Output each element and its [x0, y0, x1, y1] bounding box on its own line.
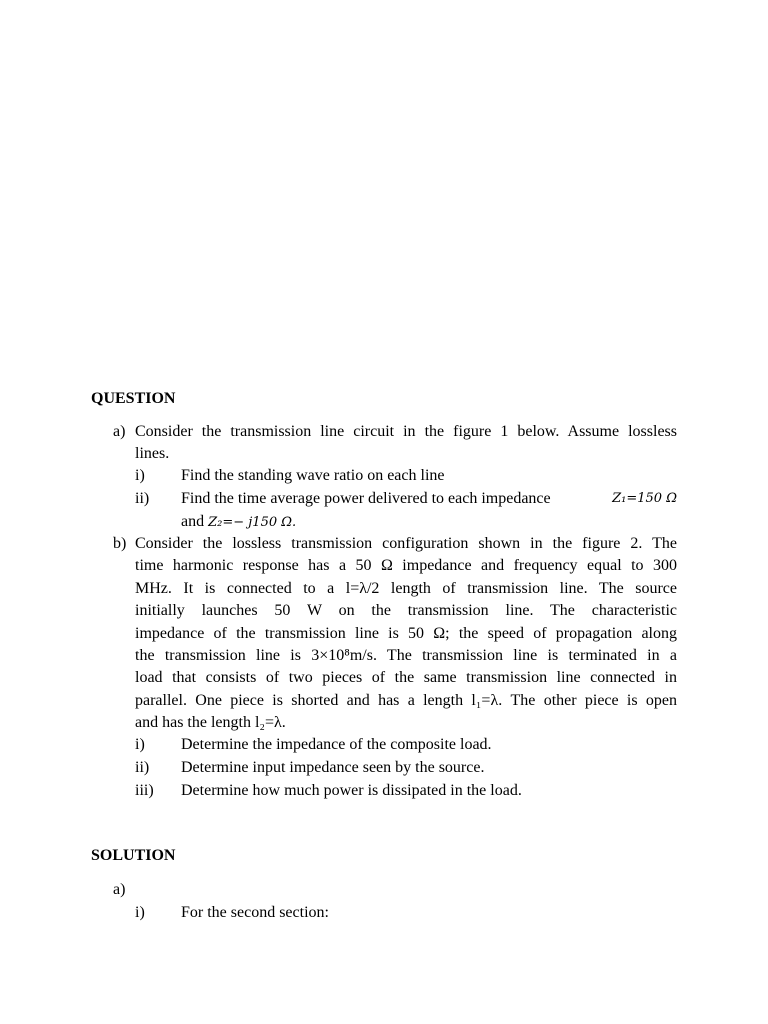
z2-value: Z₂=− j150 Ω.: [208, 515, 297, 530]
part-a-line-2: lines.: [135, 445, 170, 463]
part-b-line: MHz. It is connected to a l=λ/2 length of transmission line. The source: [135, 579, 677, 597]
item-text: Determine input impedance seen by the source.: [181, 759, 485, 776]
part-a-text: [135, 421, 677, 466]
and-text: and: [181, 513, 205, 530]
part-a-label: a): [113, 423, 126, 440]
part-a-item-ii-line-2: [181, 511, 296, 534]
item-roman: iii): [135, 782, 154, 799]
item-roman: ii): [135, 759, 150, 776]
item-text: For the second section:: [181, 904, 329, 921]
solution-heading: SOLUTION: [91, 847, 176, 864]
item-roman: i): [135, 736, 145, 753]
part-b-text: [135, 533, 677, 735]
part-b-line: and has the length l₂=λ.: [135, 714, 286, 732]
item-text: Determine how much power is dissipated in the load.: [181, 782, 522, 799]
part-b-label: b): [113, 535, 127, 552]
part-b-line: impedance of the transmission line is 50 Ω; the speed of propagation along: [135, 624, 677, 642]
part-b-line: initially launches 50 W on the transmission line. The characteristic: [135, 602, 677, 620]
item-roman: ii): [135, 490, 150, 507]
part-b-line: Consider the lossless transmission configuration shown in the figure 2. The: [135, 535, 677, 552]
part-b-line: load that consists of two pieces of the same transmission line connected in: [135, 669, 677, 687]
item-text-line-1: [181, 488, 677, 510]
item-text: Determine the impedance of the composite load.: [181, 736, 492, 753]
part-b-line: time harmonic response has a 50 Ω impedance and frequency equal to 300: [135, 557, 677, 575]
z1-value: Z₁=150 Ω: [612, 491, 677, 506]
item-roman: i): [135, 467, 145, 484]
part-b-line: the transmission line is 3×10⁸m/s. The transmission line is terminated in a: [135, 647, 677, 665]
solution-part-a-label: a): [113, 881, 126, 898]
item-text: Find the time average power delivered to each impedance: [181, 490, 551, 507]
part-b-line: parallel. One piece is shorted and has a length l₁=λ. The other piece is open: [135, 691, 677, 709]
item-text: Find the standing wave ratio on each line: [181, 467, 445, 484]
part-a-line-1: Consider the transmission line circuit in the figure 1 below. Assume lossless: [135, 423, 677, 440]
question-heading: QUESTION: [91, 390, 176, 407]
item-roman: i): [135, 904, 145, 921]
